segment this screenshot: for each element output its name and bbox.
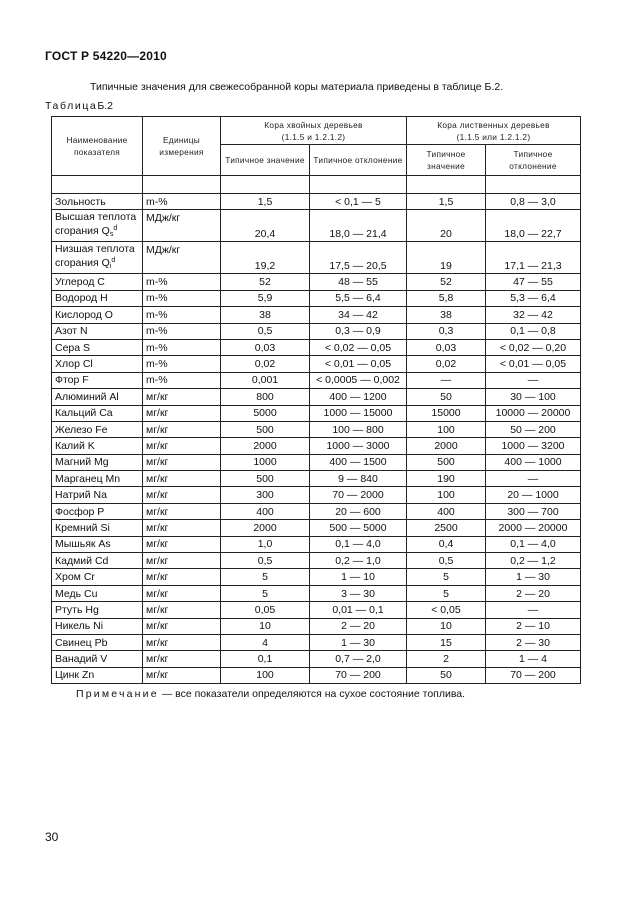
cell-c-dev: 400 — 1500: [310, 454, 407, 470]
cell-d-dev: 2 — 20: [486, 585, 581, 601]
cell-d-dev: 1000 — 3200: [486, 438, 581, 454]
header-conifer-deviation: Типичное отклонение: [310, 145, 407, 176]
cell-d-dev: 400 — 1000: [486, 454, 581, 470]
cell-d-dev: 1 — 4: [486, 651, 581, 667]
cell-d-dev: 0,2 — 1,2: [486, 553, 581, 569]
cell-c-val: 800: [221, 389, 310, 405]
cell-unit: m-%: [143, 372, 221, 388]
cell-d-val: 400: [407, 503, 486, 519]
table-row: [52, 503, 581, 519]
cell-name: Мышьяк As: [52, 536, 143, 552]
cell-d-dev: 2 — 10: [486, 618, 581, 634]
cell-unit: мг/кг: [143, 389, 221, 405]
cell-d-dev: < 0,02 — 0,20: [486, 339, 581, 355]
header-name: Наименование показателя: [52, 117, 143, 176]
composition-table: [51, 116, 581, 684]
cell-c-val: 5000: [221, 405, 310, 421]
cell-unit: мг/кг: [143, 471, 221, 487]
cell-d-dev: —: [486, 471, 581, 487]
cell-d-val: 5,8: [407, 290, 486, 306]
cell-c-val: 0,1: [221, 651, 310, 667]
table-row: [52, 520, 581, 536]
cell-c-dev: < 0,01 — 0,05: [310, 356, 407, 372]
cell-d-val: 2000: [407, 438, 486, 454]
cell-name: Кислород O: [52, 307, 143, 323]
cell-unit: m-%: [143, 323, 221, 339]
cell-name: Хлор Cl: [52, 356, 143, 372]
cell-unit: мг/кг: [143, 421, 221, 437]
cell-c-dev: 70 — 2000: [310, 487, 407, 503]
cell-name: Высшая теплота сгорания $Q_s^d$: [52, 210, 143, 242]
cell-d-val: 100: [407, 421, 486, 437]
cell-d-val: 20: [407, 210, 486, 242]
cell-name: Медь Cu: [52, 585, 143, 601]
cell-name: Ртуть Hg: [52, 602, 143, 618]
cell-d-dev: 20 — 1000: [486, 487, 581, 503]
cell-c-dev: 0,01 — 0,1: [310, 602, 407, 618]
cell-c-val: 19,2: [221, 242, 310, 274]
cell-c-val: 0,02: [221, 356, 310, 372]
cell-d-val: 15000: [407, 405, 486, 421]
cell-c-val: 500: [221, 471, 310, 487]
table-row: [52, 194, 581, 210]
cell-name: Магний Mg: [52, 454, 143, 470]
cell-c-val: 20,4: [221, 210, 310, 242]
cell-d-val: 500: [407, 454, 486, 470]
cell-c-val: 1,0: [221, 536, 310, 552]
table-caption-label: Таблица: [45, 100, 98, 112]
cell-d-val: 0,4: [407, 536, 486, 552]
cell-name: Натрий Na: [52, 487, 143, 503]
cell-c-dev: 1 — 10: [310, 569, 407, 585]
cell-c-val: 300: [221, 487, 310, 503]
cell-d-val: 50: [407, 667, 486, 683]
table-caption-number: Б.2: [97, 100, 114, 112]
cell-name: Фтор F: [52, 372, 143, 388]
cell-c-dev: 0,1 — 4,0: [310, 536, 407, 552]
table-row: [52, 372, 581, 388]
cell-d-dev: 17,1 — 21,3: [486, 242, 581, 274]
cell-unit: мг/кг: [143, 667, 221, 683]
cell-c-val: 1000: [221, 454, 310, 470]
cell-c-dev: 1000 — 3000: [310, 438, 407, 454]
cell-d-dev: 30 — 100: [486, 389, 581, 405]
cell-c-dev: 5,5 — 6,4: [310, 290, 407, 306]
cell-c-val: 10: [221, 618, 310, 634]
cell-d-dev: 0,8 — 3,0: [486, 194, 581, 210]
cell-c-dev: 20 — 600: [310, 503, 407, 519]
cell-d-val: 5: [407, 585, 486, 601]
cell-name: Кальций Ca: [52, 405, 143, 421]
cell-d-val: 1,5: [407, 194, 486, 210]
cell-d-dev: < 0,01 — 0,05: [486, 356, 581, 372]
cell-d-dev: 47 — 55: [486, 274, 581, 290]
cell-c-val: 38: [221, 307, 310, 323]
cell-d-dev: 1 — 30: [486, 569, 581, 585]
cell-c-dev: 9 — 840: [310, 471, 407, 487]
cell-d-val: < 0,05: [407, 602, 486, 618]
cell-unit: мг/кг: [143, 503, 221, 519]
header-deciduous-deviation: Типичное отклонение: [486, 145, 581, 176]
cell-c-val: 52: [221, 274, 310, 290]
cell-name: Хром Cr: [52, 569, 143, 585]
cell-d-val: 10: [407, 618, 486, 634]
table-row: [52, 405, 581, 421]
header-conifer: [221, 117, 407, 145]
cell-c-val: 0,5: [221, 323, 310, 339]
cell-c-dev: 34 — 42: [310, 307, 407, 323]
cell-d-dev: 2 — 30: [486, 634, 581, 650]
cell-name: Углерод C: [52, 274, 143, 290]
header-unit: Единицы измерения: [143, 117, 221, 176]
cell-unit: m-%: [143, 356, 221, 372]
cell-c-dev: 48 — 55: [310, 274, 407, 290]
cell-unit: мг/кг: [143, 585, 221, 601]
table-caption: [45, 100, 113, 112]
table-row: [52, 454, 581, 470]
table-row: [52, 602, 581, 618]
cell-c-val: 0,5: [221, 553, 310, 569]
cell-c-dev: 2 — 20: [310, 618, 407, 634]
header-conifer-ref: (1.1.5 и 1.2.1.2): [281, 131, 346, 142]
cell-c-dev: 17,5 — 20,5: [310, 242, 407, 274]
cell-unit: МДж/кг: [143, 242, 221, 274]
cell-unit: m-%: [143, 290, 221, 306]
cell-c-val: 0,03: [221, 339, 310, 355]
cell-unit: m-%: [143, 307, 221, 323]
table-row: [52, 667, 581, 683]
header-deciduous: [407, 117, 581, 145]
note-text: — все показатели определяются на сухое состояние топлива.: [158, 688, 466, 700]
header-deciduous-title: Кора лиственных деревьев: [437, 119, 550, 130]
cell-d-val: 0,5: [407, 553, 486, 569]
cell-c-dev: 0,7 — 2,0: [310, 651, 407, 667]
header-conifer-typical: Типичное значение: [221, 145, 310, 176]
cell-name: Азот N: [52, 323, 143, 339]
cell-name: Зольность: [52, 194, 143, 210]
cell-unit: m-%: [143, 194, 221, 210]
cell-d-dev: 0,1 — 0,8: [486, 323, 581, 339]
cell-c-dev: < 0,1 — 5: [310, 194, 407, 210]
cell-d-dev: 300 — 700: [486, 503, 581, 519]
table-row: [52, 274, 581, 290]
table-row: [52, 356, 581, 372]
cell-c-val: 1,5: [221, 194, 310, 210]
cell-name: Ванадий V: [52, 651, 143, 667]
intro-paragraph: Типичные значения для свежесобранной коры материала приведены в таблице Б.2.: [90, 81, 504, 93]
cell-name: Фосфор P: [52, 503, 143, 519]
cell-unit: МДж/кг: [143, 210, 221, 242]
cell-name: Алюминий Al: [52, 389, 143, 405]
cell-c-val: 5: [221, 585, 310, 601]
header-deciduous-typical: Типичное значение: [407, 145, 486, 176]
cell-c-dev: 400 — 1200: [310, 389, 407, 405]
cell-name: Сера S: [52, 339, 143, 355]
table-row: [52, 323, 581, 339]
cell-c-val: 5: [221, 569, 310, 585]
cell-unit: m-%: [143, 274, 221, 290]
cell-unit: мг/кг: [143, 438, 221, 454]
cell-unit: мг/кг: [143, 651, 221, 667]
header-deciduous-ref: (1.1.5 или 1.2.1.2): [456, 131, 531, 142]
cell-d-dev: 70 — 200: [486, 667, 581, 683]
cell-d-dev: 0,1 — 4,0: [486, 536, 581, 552]
cell-c-val: 0,05: [221, 602, 310, 618]
table-row: [52, 389, 581, 405]
cell-unit: мг/кг: [143, 454, 221, 470]
table-row: [52, 618, 581, 634]
table-row: [52, 242, 581, 274]
cell-c-dev: 0,3 — 0,9: [310, 323, 407, 339]
table-note: [76, 688, 465, 700]
cell-c-dev: 1000 — 15000: [310, 405, 407, 421]
cell-d-dev: 18,0 — 22,7: [486, 210, 581, 242]
cell-c-dev: 1 — 30: [310, 634, 407, 650]
cell-c-val: 400: [221, 503, 310, 519]
cell-c-val: 100: [221, 667, 310, 683]
cell-name: Низшая теплота сгорания $Q_i^d$: [52, 242, 143, 274]
table-row: [52, 290, 581, 306]
table-row: [52, 421, 581, 437]
cell-c-dev: 70 — 200: [310, 667, 407, 683]
table-row: [52, 487, 581, 503]
cell-c-dev: 18,0 — 21,4: [310, 210, 407, 242]
cell-d-val: 0,3: [407, 323, 486, 339]
cell-c-val: 2000: [221, 520, 310, 536]
cell-unit: мг/кг: [143, 405, 221, 421]
cell-d-val: 5: [407, 569, 486, 585]
cell-c-val: 4: [221, 634, 310, 650]
cell-d-val: 190: [407, 471, 486, 487]
cell-name: Никель Ni: [52, 618, 143, 634]
table-row: [52, 210, 581, 242]
cell-d-val: 52: [407, 274, 486, 290]
cell-d-val: 2: [407, 651, 486, 667]
table-row: [52, 438, 581, 454]
cell-c-dev: 500 — 5000: [310, 520, 407, 536]
cell-unit: мг/кг: [143, 536, 221, 552]
cell-d-dev: 10000 — 20000: [486, 405, 581, 421]
cell-c-dev: < 0,0005 — 0,002: [310, 372, 407, 388]
cell-d-val: 2500: [407, 520, 486, 536]
cell-d-val: 50: [407, 389, 486, 405]
cell-unit: мг/кг: [143, 602, 221, 618]
cell-c-dev: 3 — 30: [310, 585, 407, 601]
table-row: [52, 553, 581, 569]
table-row: [52, 536, 581, 552]
cell-d-val: —: [407, 372, 486, 388]
document-header: ГОСТ Р 54220—2010: [45, 49, 167, 63]
cell-d-val: 19: [407, 242, 486, 274]
table-body: [52, 194, 581, 684]
cell-unit: мг/кг: [143, 618, 221, 634]
cell-name: Кадмий Cd: [52, 553, 143, 569]
table-row: [52, 651, 581, 667]
cell-unit: мг/кг: [143, 520, 221, 536]
cell-c-val: 5,9: [221, 290, 310, 306]
cell-c-val: 2000: [221, 438, 310, 454]
cell-d-dev: 2000 — 20000: [486, 520, 581, 536]
cell-d-val: 100: [407, 487, 486, 503]
cell-name: Цинк Zn: [52, 667, 143, 683]
table-row: [52, 585, 581, 601]
cell-name: Марганец Mn: [52, 471, 143, 487]
cell-c-dev: < 0,02 — 0,05: [310, 339, 407, 355]
table-row: [52, 471, 581, 487]
cell-unit: мг/кг: [143, 634, 221, 650]
cell-d-dev: 32 — 42: [486, 307, 581, 323]
header-conifer-title: Кора хвойных деревьев: [264, 119, 363, 130]
table-row: [52, 634, 581, 650]
cell-c-val: 0,001: [221, 372, 310, 388]
cell-name: Калий K: [52, 438, 143, 454]
cell-d-val: 0,02: [407, 356, 486, 372]
cell-unit: мг/кг: [143, 553, 221, 569]
table-row: [52, 307, 581, 323]
cell-d-dev: —: [486, 602, 581, 618]
page-number: 30: [45, 830, 59, 844]
note-label: Примечание: [76, 688, 159, 700]
table-row: [52, 339, 581, 355]
cell-d-val: 0,03: [407, 339, 486, 355]
cell-name: Железо Fe: [52, 421, 143, 437]
cell-d-dev: 50 — 200: [486, 421, 581, 437]
cell-unit: m-%: [143, 339, 221, 355]
cell-c-val: 500: [221, 421, 310, 437]
cell-d-dev: —: [486, 372, 581, 388]
cell-unit: мг/кг: [143, 569, 221, 585]
cell-name: Свинец Pb: [52, 634, 143, 650]
cell-d-val: 38: [407, 307, 486, 323]
cell-c-dev: 0,2 — 1,0: [310, 553, 407, 569]
cell-name: Водород H: [52, 290, 143, 306]
cell-unit: мг/кг: [143, 487, 221, 503]
cell-d-dev: 5,3 — 6,4: [486, 290, 581, 306]
table-row: [52, 569, 581, 585]
cell-c-dev: 100 — 800: [310, 421, 407, 437]
cell-name: Кремний Si: [52, 520, 143, 536]
cell-d-val: 15: [407, 634, 486, 650]
